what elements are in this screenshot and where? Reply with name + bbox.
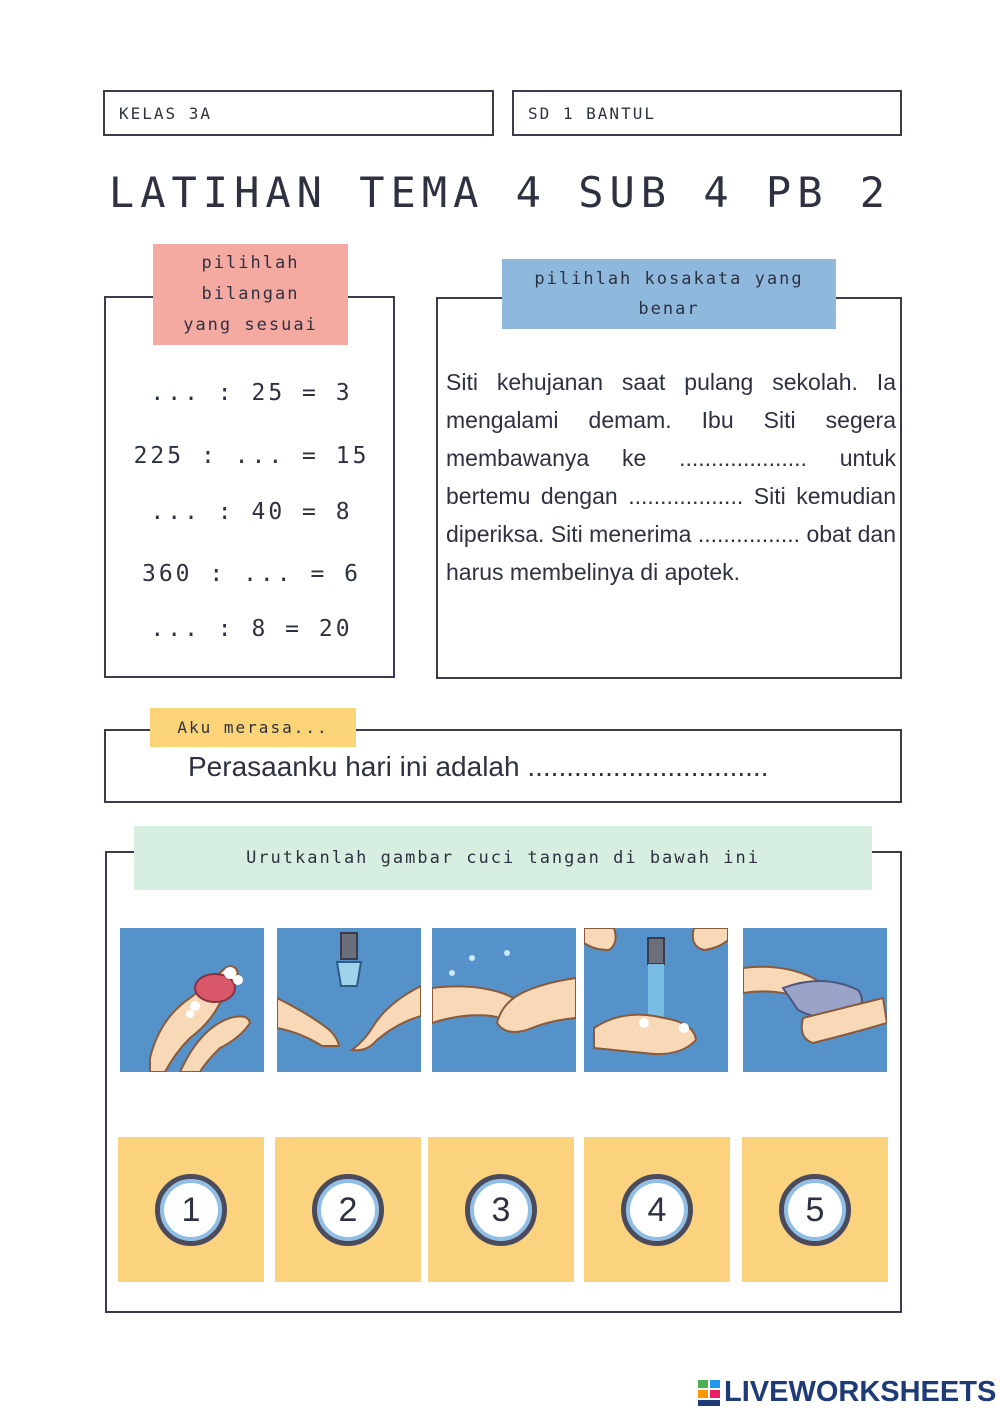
towel-dry-icon[interactable] [743, 928, 887, 1072]
wash-under-tap-icon[interactable] [584, 928, 728, 1072]
math-instruction-label [153, 244, 348, 345]
order-number-1: 1 [155, 1174, 227, 1246]
math-row-5[interactable]: ... : 8 = 20 [150, 616, 353, 642]
vocab-label-line-2: benar [638, 299, 700, 319]
math-exercise-box [104, 296, 395, 678]
math-label-line-2: bilangan [201, 284, 300, 304]
order-slot-2[interactable] [275, 1137, 421, 1282]
school-label: SD 1 BANTUL [528, 104, 656, 123]
math-row-3[interactable]: ... : 40 = 8 [150, 499, 353, 525]
math-label-line-1: pilihlah [201, 253, 300, 273]
math-row-1[interactable]: ... : 25 = 3 [150, 380, 353, 406]
vocab-label-line-1: pilihlah kosakata yang [534, 269, 804, 289]
class-box [103, 90, 494, 136]
rub-hands-icon[interactable] [432, 928, 576, 1072]
vocab-exercise-box [436, 297, 902, 679]
liveworksheets-logo-icon [698, 1380, 722, 1408]
class-label: KELAS 3A [119, 104, 213, 123]
order-slot-3[interactable] [428, 1137, 574, 1282]
order-number-3: 3 [465, 1174, 537, 1246]
feeling-sentence[interactable]: Perasaanku hari ini adalah ............................... [188, 751, 769, 782]
math-row-2[interactable]: 225 : ... = 15 [133, 443, 370, 469]
order-slot-4[interactable] [584, 1137, 730, 1282]
order-slot-1[interactable] [118, 1137, 264, 1282]
faucet-rinse-icon[interactable] [277, 928, 421, 1072]
order-number-2: 2 [312, 1174, 384, 1246]
feeling-label: Aku merasa... [150, 708, 356, 747]
order-number-4: 4 [621, 1174, 693, 1246]
soap-hands-icon[interactable] [120, 928, 264, 1072]
handwash-instruction-label: Urutkanlah gambar cuci tangan di bawah ini [134, 826, 872, 890]
vocab-instruction-label [502, 259, 836, 329]
page-title: LATIHAN TEMA 4 SUB 4 PB 2 [108, 168, 892, 217]
math-row-4[interactable]: 360 : ... = 6 [141, 561, 361, 587]
liveworksheets-brand: LIVEWORKSHEETS [724, 1376, 997, 1408]
school-box [512, 90, 902, 136]
order-number-5: 5 [779, 1174, 851, 1246]
math-label-line-3: yang sesuai [183, 315, 318, 335]
order-slot-5[interactable] [742, 1137, 888, 1282]
vocab-paragraph[interactable]: Siti kehujanan saat pulang sekolah. Ia mengalami demam. Ibu Siti segera membawanya ke .................... untuk bertemu dengan .................. Siti kemudian diperiksa. Siti menerima ................ obat dan harus membelinya di apotek. [446, 369, 896, 585]
